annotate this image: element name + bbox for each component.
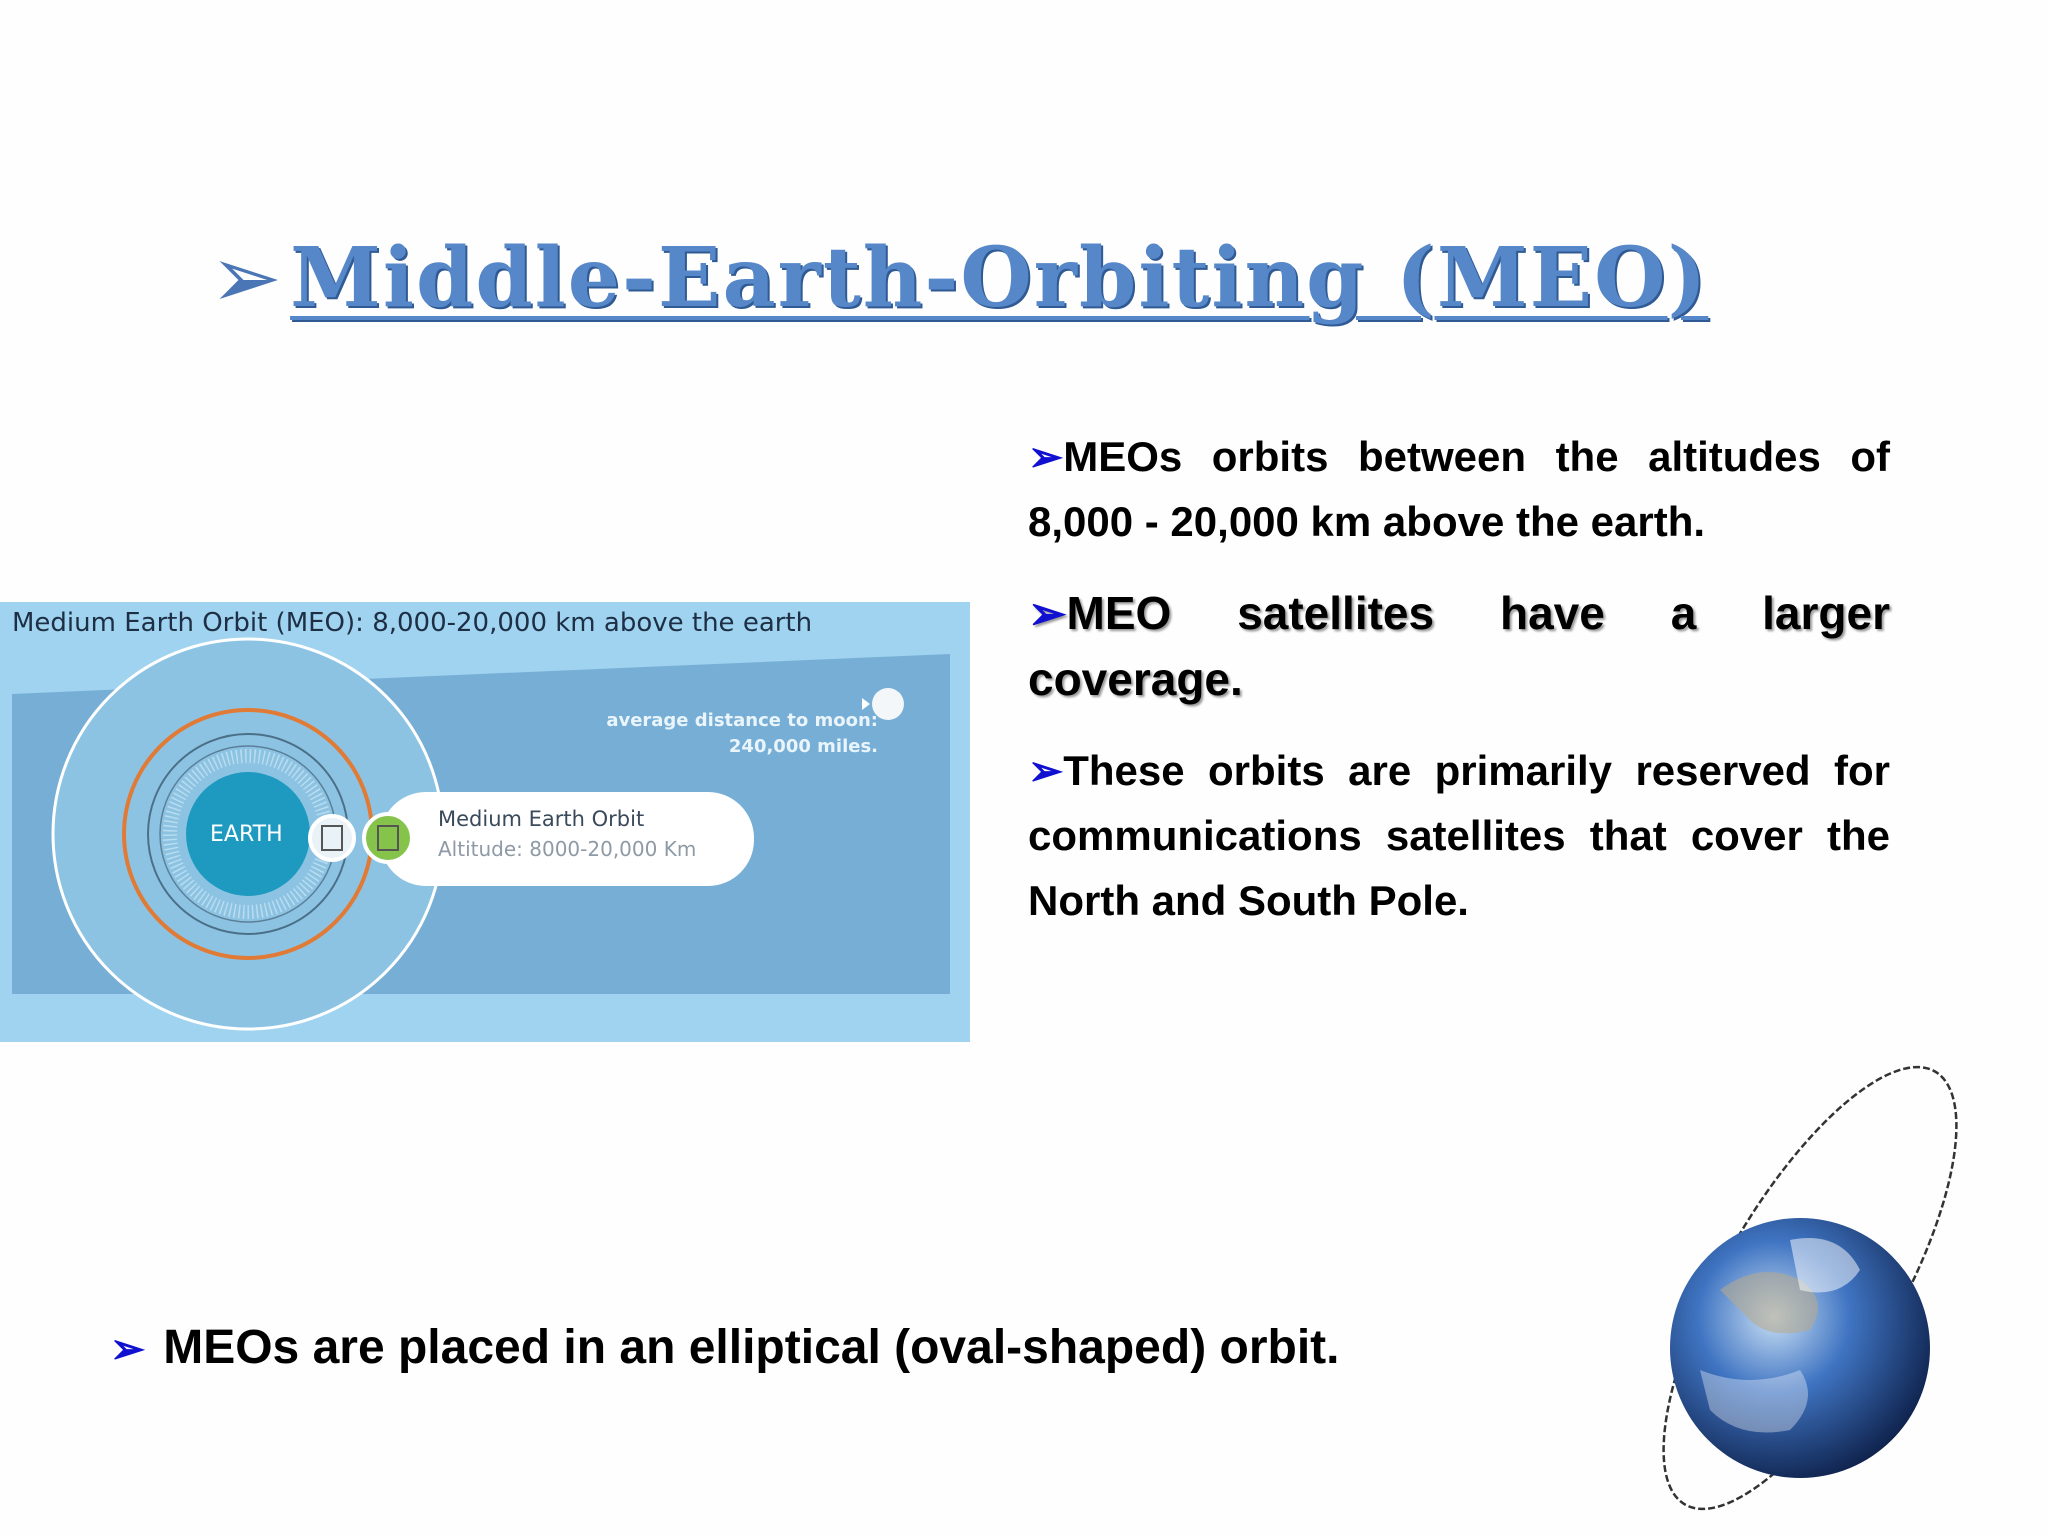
bullet-list (1028, 424, 1890, 959)
bullet-arrow-icon: ➢ (1028, 747, 1064, 794)
bullet-arrow-icon: ➢ (110, 1325, 146, 1372)
bullet-text: These orbits are primarily reserved for communications satellites that cover the North and South Pole. (1028, 747, 1890, 924)
bullet-arrow-icon: ➢ (1028, 433, 1064, 480)
callout-title: Medium Earth Orbit (438, 807, 645, 831)
figure-caption: Medium Earth Orbit (MEO): 8,000-20,000 km above the earth (12, 608, 813, 638)
slide-title (210, 218, 1860, 338)
title-arrow-icon: ➢ (210, 228, 283, 328)
orbit-callout (438, 804, 696, 864)
moon-distance-note (606, 708, 878, 760)
bullet-text: MEOs are placed in an elliptical (oval-shaped) orbit. (163, 1321, 1340, 1374)
earth-orbit-illustration (1640, 1040, 2000, 1536)
bottom-bullet (110, 1320, 1410, 1375)
meo-orbit-figure (0, 602, 970, 1042)
bullet-arrow-icon: ➢ (1028, 587, 1067, 639)
moon-note-line2: 240,000 miles. (728, 736, 878, 757)
bullet-reserved (1028, 738, 1890, 933)
slide-title-text: Middle-Earth-Orbiting (MEO) (290, 230, 1709, 326)
bullet-text: MEO satellites have a larger coverage. (1028, 587, 1890, 705)
bullet-text: MEOs orbits between the altitudes of 8,000 - 20,000 km above the earth. (1028, 433, 1890, 545)
bullet-altitude (1028, 424, 1890, 554)
earth-label: EARTH (210, 822, 283, 847)
callout-subtitle: Altitude: 8000-20,000 Km (438, 837, 697, 861)
moon-note-line1: average distance to moon: (606, 710, 878, 731)
bullet-coverage (1028, 580, 1890, 712)
